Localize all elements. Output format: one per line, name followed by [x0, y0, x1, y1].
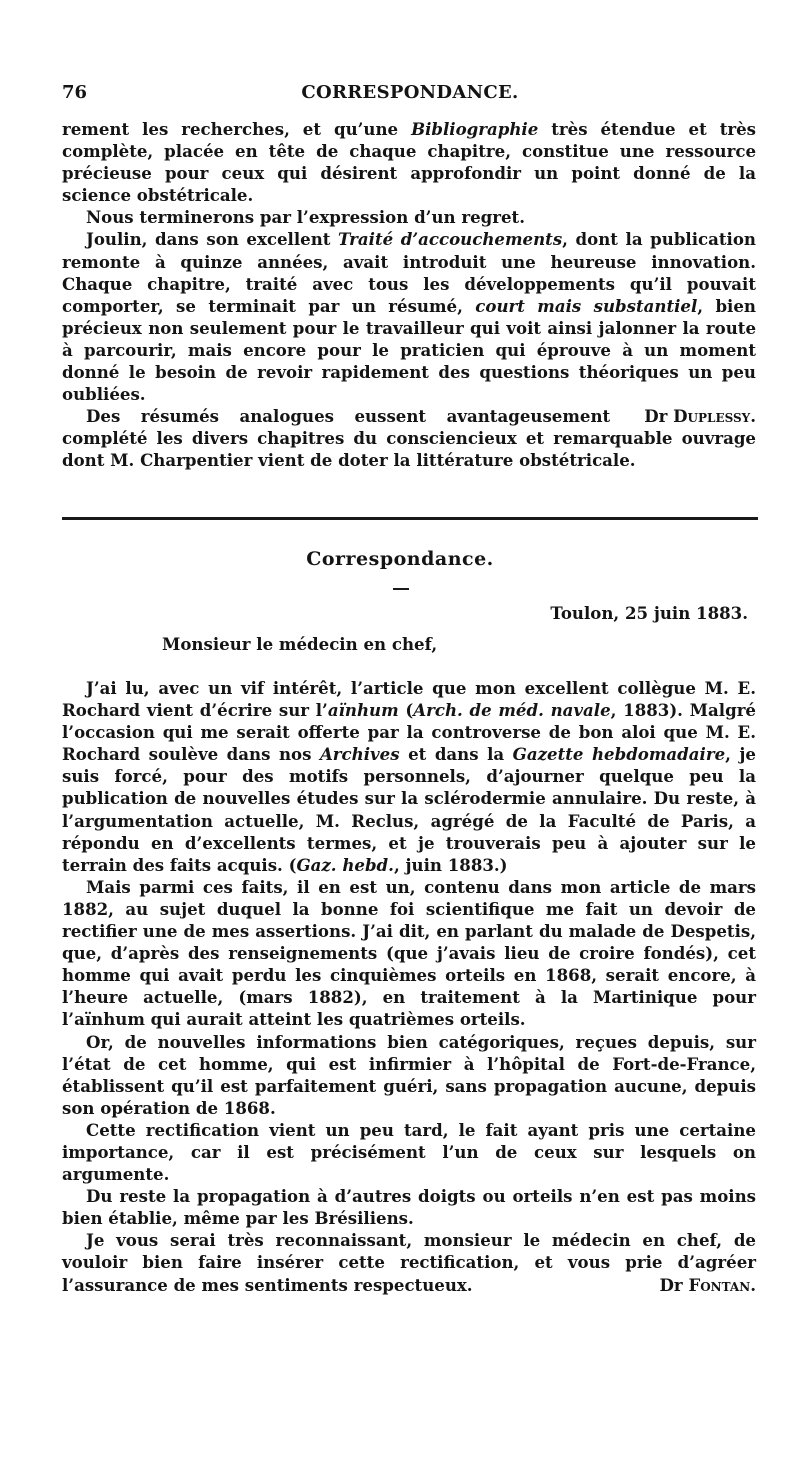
letter-paragraph: Je vous serai très reconnaissant, monsieur le médecin en chef, de vouloir bien faire insérer cette rectification, et vous prie d’agréer l’assurance de mes sentiments respectueux. Dr Fontan. [62, 1230, 756, 1295]
page-number: 76 [62, 82, 88, 103]
review-paragraph: Nous terminerons par l’expression d’un regret. [86, 207, 525, 228]
running-title: CORRESPONDANCE. [301, 82, 519, 103]
title-dash [393, 588, 409, 590]
review-signature: Dr Duplessy. [644, 406, 756, 427]
letter-paragraph: Du reste la propagation à d’autres doigts ou orteils n’en est pas moins bien établie, même par les Brésiliens. [62, 1186, 756, 1229]
letter-paragraph: Or, de nouvelles informations bien catégoriques, reçues depuis, sur l’état de cet homme, qui est infirmier à l’hôpital de Fort-de-France, établissent qu’il est parfaitement guéri, sans propagation aucune, depuis son opération de 1868. [62, 1031, 756, 1118]
letter-paragraph: Cette rectification vient un peu tard, le fait ayant pris une certaine importance, car il est précisément l’un de ceux sur lesquels on argumente. [62, 1119, 756, 1185]
review-paragraph: Dr Duplessy. Des résumés analogues eussent avantageusement complété les divers chapitres du consciencieux et remarquable ouvrage dont M. Charpentier vient de doter la littérature obstétricale. [62, 406, 756, 471]
letter-paragraph: J’ai lu, avec un vif intérêt, l’article que mon excellent collègue M. E. Rochard vient d’écrire sur l’aïnhum (Arch. de méd. navale, 1883). Malgré l’occasion qui me serait offerte par la controverse de bon aloi que M. E. Rochard soulève dans nos Archives et dans la Gazette hebdomadaire, je suis forcé, pour des motifs personnels, d’ajourner quelque peu la publication de nouvelles études sur la sclérodermie annulaire. Du reste, à l’argumentation actuelle, M. Reclus, agrégé de la Faculté de Paris, a répondu en d’excellents termes, et je trouverais peu à ajouter sur le terrain des faits acquis. (Gaz. hebd., juin 1883.) [62, 678, 756, 875]
review-conclusion [62, 118, 756, 472]
letter-dateline: Toulon, 25 juin 1883. [550, 603, 748, 623]
running-header [62, 82, 758, 108]
review-paragraph: rement les recherches, et qu’une Bibliographie très étendue et très complète, placée en tête de chaque chapitre, constitue une ressource précieuse pour ceux qui désirent approfondir un point donné de la science obstétricale. [62, 119, 756, 206]
letter-paragraph: Mais parmi ces faits, il en est un, contenu dans mon article de mars 1882, au sujet duquel la bonne foi scientifique me fait un devoir de rectifier une de mes assertions. J’ai dit, en parlant du malade de Despetis, que, d’après des renseignements (que j’avais lieu de croire fondés), cet homme qui avait perdu les cinquièmes orteils en 1868, serait encore, à l’heure actuelle, (mars 1882), en traitement à la Martinique pour l’aïnhum qui aurait atteint les quatrièmes orteils. [62, 876, 756, 1030]
letter-salutation: Monsieur le médecin en chef, [162, 634, 438, 654]
section-divider [62, 517, 758, 520]
review-paragraph: Joulin, dans son excellent Traité d’accouchements, dont la publication remonte à quinze années, avait introduit une heureuse innovation. Chaque chapitre, traité avec tous les développements qu’il pouvait comporter, se terminait par un résumé, court mais substantiel, bien précieux non seulement pour le travailleur qui voit ainsi jalonner la route à parcourir, mais encore pour le praticien qui éprouve à un moment donné le besoin de revoir rapidement des questions théoriques un peu oubliées. [62, 229, 756, 405]
letter-body [62, 677, 756, 1296]
section-title: Correspondance. [306, 548, 494, 570]
letter-signature: Dr Fontan. [659, 1274, 756, 1295]
